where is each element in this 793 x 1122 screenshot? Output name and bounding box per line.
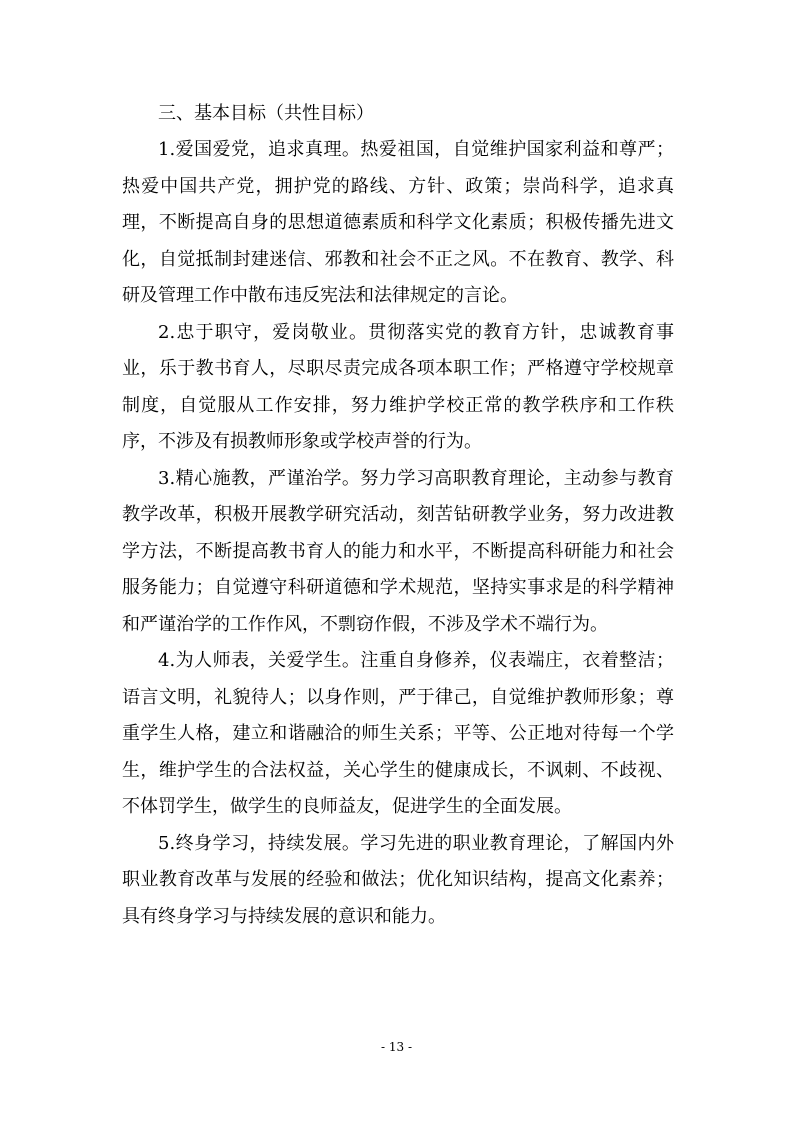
goal-paragraph-3: 3.精心施教，严谨治学。努力学习高职教育理论，主动参与教育教学改革，积极开展教学研究活动，刻苦钻研教学业务，努力改进教学方法，不断提高教书育人的能力和水平，不断提高科研能力和社会服务能力；自觉遵守科研道德和学术规范，坚持实事求是的科学精神和严谨治学的工作作风，不剽窃作假，不涉及学术不端行为。 [122, 467, 674, 635]
section-heading: 三、基本目标（共性目标） [158, 103, 374, 124]
goal-paragraph-2: 2.忠于职守，爱岗敬业。贯彻落实党的教育方针，忠诚教育事业，乐于教书育人，尽职尽责完成各项本职工作；严格遵守学校规章制度，自觉服从工作安排，努力维护学校正常的教学秩序和工作秩序，不涉及有损教师形象或学校声誉的行为。 [122, 321, 674, 452]
goal-paragraph-1: 1.爱国爱党，追求真理。热爱祖国，自觉维护国家利益和尊严；热爱中国共产党，拥护党的路线、方针、政策；崇尚科学，追求真理，不断提高自身的思想道德素质和科学文化素质；积极传播先进文化，自觉抵制封建迷信、邪教和社会不正之风。不在教育、教学、科研及管理工作中散布违反宪法和法律规定的言论。 [122, 139, 674, 306]
goal-paragraph-5: 5.终身学习，持续发展。学习先进的职业教育理论，了解国内外职业教育改革与发展的经验和做法；优化知识结构，提高文化素养；具有终身学习与持续发展的意识和能力。 [122, 832, 674, 927]
page-number: - 13 - [380, 1040, 412, 1054]
document-body [122, 96, 674, 935]
goal-paragraph-4: 4.为人师表，关爱学生。注重自身修养，仪表端庄，衣着整洁；语言文明，礼貌待人；以身作则，严于律己，自觉维护教师形象；尊重学生人格，建立和谐融洽的师生关系；平等、公正地对待每一个学生，维护学生的合法权益，关心学生的健康成长，不讽刺、不歧视、不体罚学生，做学生的良师益友，促进学生的全面发展。 [122, 650, 674, 817]
